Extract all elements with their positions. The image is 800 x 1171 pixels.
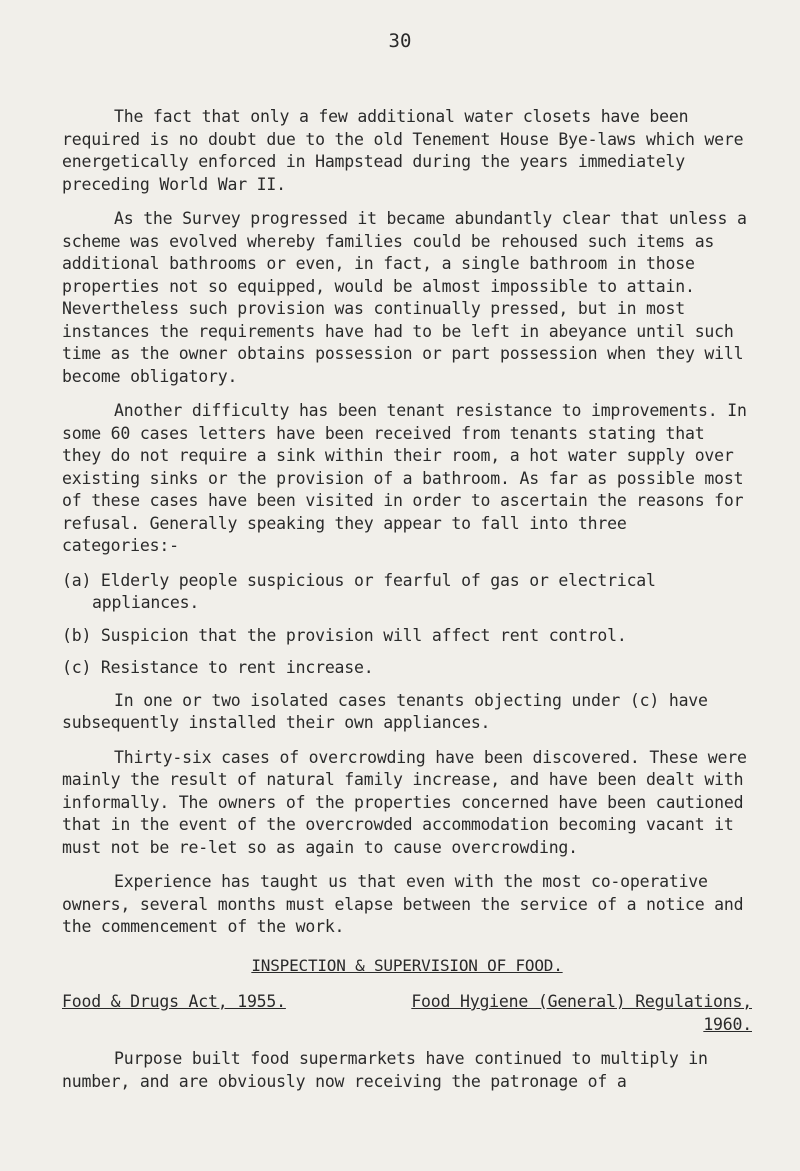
paragraph-isolated-cases: In one or two isolated cases tenants objecting under (c) have subsequently installed their own appliances.: [62, 690, 708, 732]
paragraph-supermarkets: Purpose built food supermarkets have continued to multiply in number, and are obviously now receiving the patronage of a: [62, 1049, 708, 1091]
paragraph-survey-progress: As the Survey progressed it became abundantly clear that unless a scheme was evolved whereby families could be rehoused such items as additional bathrooms or even, in fact, a single bathroom in those properties not so equipped, would be almost impossible to attain. Nevertheless such provision was continually pressed, but in most instances the requirements have had to be left in abeyance until such time as the owner obtains possession or part possession when they will become obligatory.: [62, 209, 747, 386]
regulation-year: 1960.: [703, 1014, 752, 1034]
paragraph-water-closets: The fact that only a few additional water closets have been required is no doubt due to the old Tenement House Bye-laws which were energetically enforced in Hampstead during the years immediately preceding World War II.: [62, 107, 744, 194]
section-heading: INSPECTION & SUPERVISION OF FOOD.: [251, 955, 563, 975]
paragraph-tenant-resistance: Another difficulty has been tenant resistance to improvements. In some 60 cases letters have been received from tenants stating that they do not require a sink within their room, a hot water supply over existing sinks or the provision of a bathroom. As far as possible most of these cases have been visited in order to ascertain the reasons for refusal. Generally speaking they appear to fall into three categories:-: [62, 401, 747, 555]
regulation-act: Food & Drugs Act, 1955.: [62, 992, 286, 1011]
category-item-c: (c) Resistance to rent increase.: [62, 658, 374, 677]
category-item-b: (b) Suspicion that the provision will affect rent control.: [62, 625, 627, 645]
page-body: [62, 106, 752, 1105]
regulations-line: [62, 991, 752, 1014]
page-number: 30: [388, 30, 412, 52]
paragraph-overcrowding: Thirty-six cases of overcrowding have been discovered. These were mainly the result of natural family increase, and have been dealt with informally. The owners of the properties concerned have been cautioned that in the event of the overcrowded accommodation becoming vacant it must not be re-let so as again to cause overcrowding.: [62, 747, 747, 857]
regulation-hygiene: Food Hygiene (General) Regulations,: [411, 992, 752, 1011]
category-item-a: (a) Elderly people suspicious or fearful of gas or electrical appliances.: [62, 570, 656, 612]
paragraph-experience: Experience has taught us that even with the most co-operative owners, several months must elapse between the service of a notice and the commencement of the work.: [62, 872, 744, 936]
